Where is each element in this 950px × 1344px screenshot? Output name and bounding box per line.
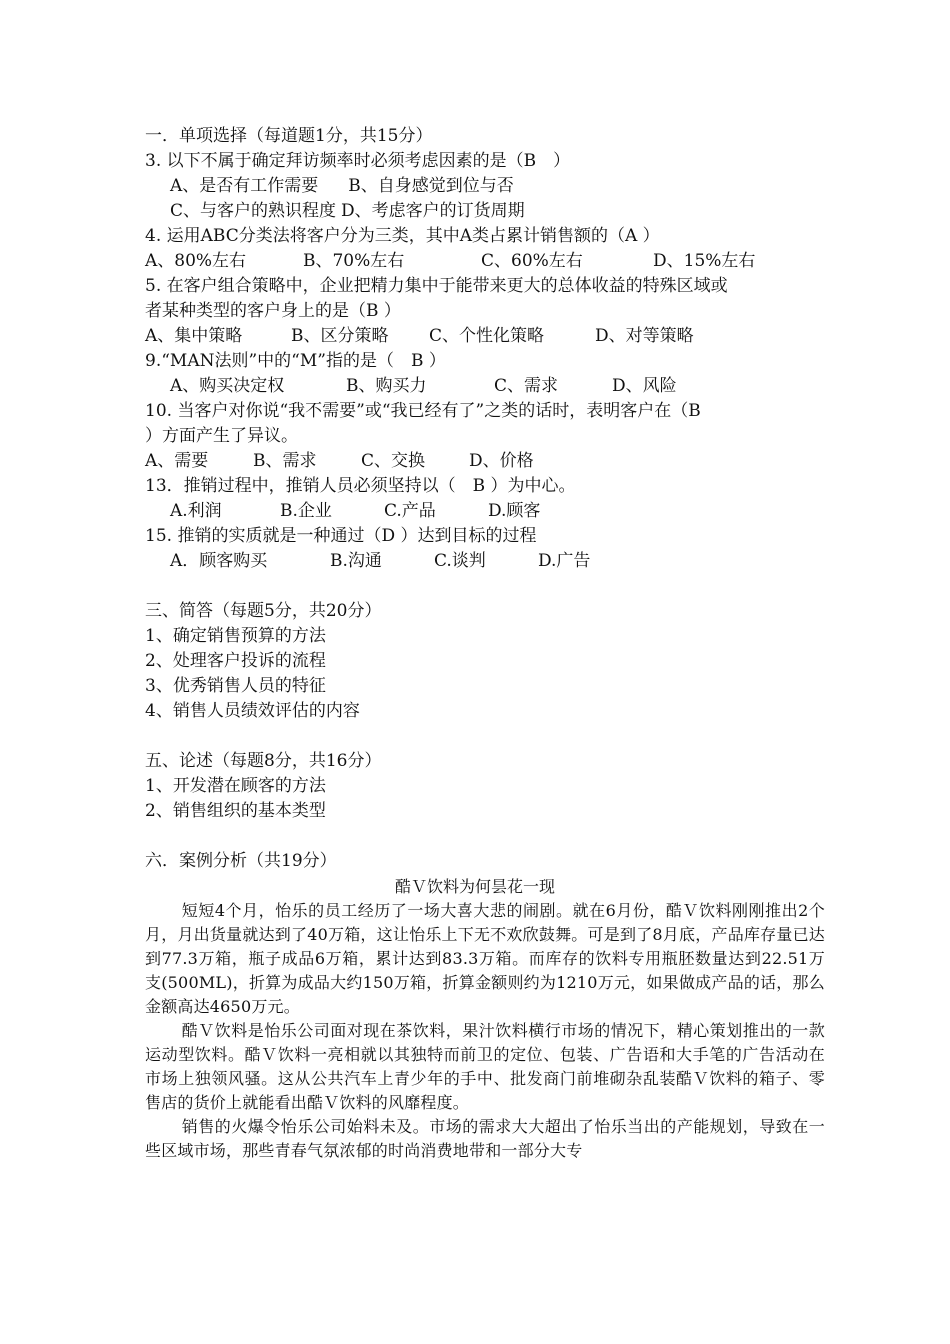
option-c: C、需求 bbox=[494, 376, 559, 396]
option-a: A、集中策略 bbox=[145, 326, 243, 346]
question-10-options bbox=[145, 449, 825, 474]
option-a: A、需要 bbox=[145, 451, 209, 471]
question-4: 4. 运用ABC分类法将客户分为三类，其中A类占累计销售额的（A ） bbox=[145, 226, 660, 246]
section-heading-single-choice: 一．单项选择（每道题1分，共15分） bbox=[145, 126, 433, 146]
question-13-options bbox=[145, 499, 825, 524]
option-b: B、自身感觉到位与否 bbox=[348, 176, 514, 196]
option-d: D、价格 bbox=[469, 451, 534, 471]
short-answer-item-4: 4、销售人员绩效评估的内容 bbox=[145, 701, 360, 721]
option-b: B、购买力 bbox=[346, 376, 427, 396]
section-heading-case-analysis: 六．案例分析（共19分） bbox=[145, 851, 337, 871]
question-3: 3. 以下不属于确定拜访频率时必须考虑因素的是（B ） bbox=[145, 151, 571, 171]
option-d: D、风险 bbox=[612, 376, 677, 396]
question-10-line-2: ）方面产生了异议。 bbox=[145, 426, 298, 446]
question-9-options bbox=[145, 374, 825, 399]
essay-item-2: 2、销售组织的基本类型 bbox=[145, 801, 326, 821]
option-a: A．顾客购买 bbox=[170, 551, 268, 571]
document-body bbox=[145, 124, 825, 1163]
option-a: A、购买决定权 bbox=[170, 376, 285, 396]
option-b: B.企业 bbox=[280, 501, 332, 521]
option-b: B、需求 bbox=[253, 451, 317, 471]
option-a: A、80%左右 bbox=[145, 251, 247, 271]
option-c: C、交换 bbox=[361, 451, 426, 471]
option-d: D、15%左右 bbox=[653, 251, 756, 271]
essay-item-1: 1、开发潜在顾客的方法 bbox=[145, 776, 326, 796]
question-3-options-row-2 bbox=[145, 199, 825, 224]
option-b: B、区分策略 bbox=[291, 326, 389, 346]
question-5-line-2: 者某种类型的客户身上的是（B ） bbox=[145, 301, 401, 321]
option-c: C、60%左右 bbox=[481, 251, 583, 271]
option-c: C、与客户的熟识程度 bbox=[170, 201, 337, 221]
spacer bbox=[145, 824, 825, 849]
question-3-options-row-1 bbox=[145, 174, 825, 199]
spacer bbox=[145, 574, 825, 599]
section-heading-short-answer: 三、简答（每题5分，共20分） bbox=[145, 601, 382, 621]
case-paragraph-3: 销售的火爆令怡乐公司始料未及。市场的需求大大超出了怡乐当出的产能规划，导致在一些区域市场，那些青春气氛浓郁的时尚消费地带和一部分大专 bbox=[145, 1117, 825, 1160]
question-15-options bbox=[145, 549, 825, 574]
case-paragraph-1: 短短4个月，怡乐的员工经历了一场大喜大悲的闹剧。就在6月份，酷Ｖ饮料刚刚推出2个月，月出货量就达到了40万箱，这让怡乐上下无不欢欣鼓舞。可是到了8月底，产品库存量已达到77.3万箱，瓶子成品6万箱，累计达到83.3万箱。而库存的饮料专用瓶胚数量达到22.51万支(500ML)，折算为成品大约150万箱，折算金额则约为1210万元，如果做成产品的话，那么金额高达4650万元。 bbox=[145, 901, 825, 1016]
option-c: C.谈判 bbox=[434, 551, 486, 571]
question-5-options bbox=[145, 324, 825, 349]
question-4-options bbox=[145, 249, 825, 274]
spacer bbox=[145, 724, 825, 749]
short-answer-item-3: 3、优秀销售人员的特征 bbox=[145, 676, 326, 696]
question-13: 13．推销过程中，推销人员必须坚持以（ B ）为中心。 bbox=[145, 476, 576, 496]
question-10-line-1: 10. 当客户对你说“我不需要”或“我已经有了”之类的话时，表明客户在（B bbox=[145, 401, 701, 421]
question-9: 9.“MAN法则”中的“M”指的是（ B ） bbox=[145, 351, 446, 371]
option-d: D、考虑客户的订货周期 bbox=[341, 201, 525, 221]
option-a: A.利润 bbox=[170, 501, 222, 521]
case-paragraph-2: 酷Ｖ饮料是怡乐公司面对现在茶饮料，果汁饮料横行市场的情况下，精心策划推出的一款运动型饮料。酷Ｖ饮料一亮相就以其独特而前卫的定位、包装、广告语和大手笔的广告活动在市场上独领风骚。这从公共汽车上青少年的手中、批发商门前堆砌杂乱装酷Ｖ饮料的箱子、零售店的货价上就能看出酷Ｖ饮料的风靡程度。 bbox=[145, 1021, 825, 1112]
short-answer-item-2: 2、处理客户投诉的流程 bbox=[145, 651, 326, 671]
option-b: B.沟通 bbox=[330, 551, 382, 571]
option-a: A、是否有工作需要 bbox=[170, 176, 319, 196]
option-c: C、个性化策略 bbox=[429, 326, 545, 346]
short-answer-item-1: 1、确定销售预算的方法 bbox=[145, 626, 326, 646]
case-title: 酷Ｖ饮料为何昙花一现 bbox=[394, 877, 555, 896]
question-5-line-1: 5. 在客户组合策略中，企业把精力集中于能带来更大的总体收益的特殊区域或 bbox=[145, 276, 728, 296]
option-d: D.广告 bbox=[538, 551, 591, 571]
option-d: D.顾客 bbox=[488, 501, 541, 521]
option-c: C.产品 bbox=[384, 501, 436, 521]
option-b: B、70%左右 bbox=[303, 251, 405, 271]
option-d: D、对等策略 bbox=[595, 326, 694, 346]
section-heading-essay: 五、论述（每题8分，共16分） bbox=[145, 751, 382, 771]
question-15: 15. 推销的实质就是一种通过（D ）达到目标的过程 bbox=[145, 526, 537, 546]
